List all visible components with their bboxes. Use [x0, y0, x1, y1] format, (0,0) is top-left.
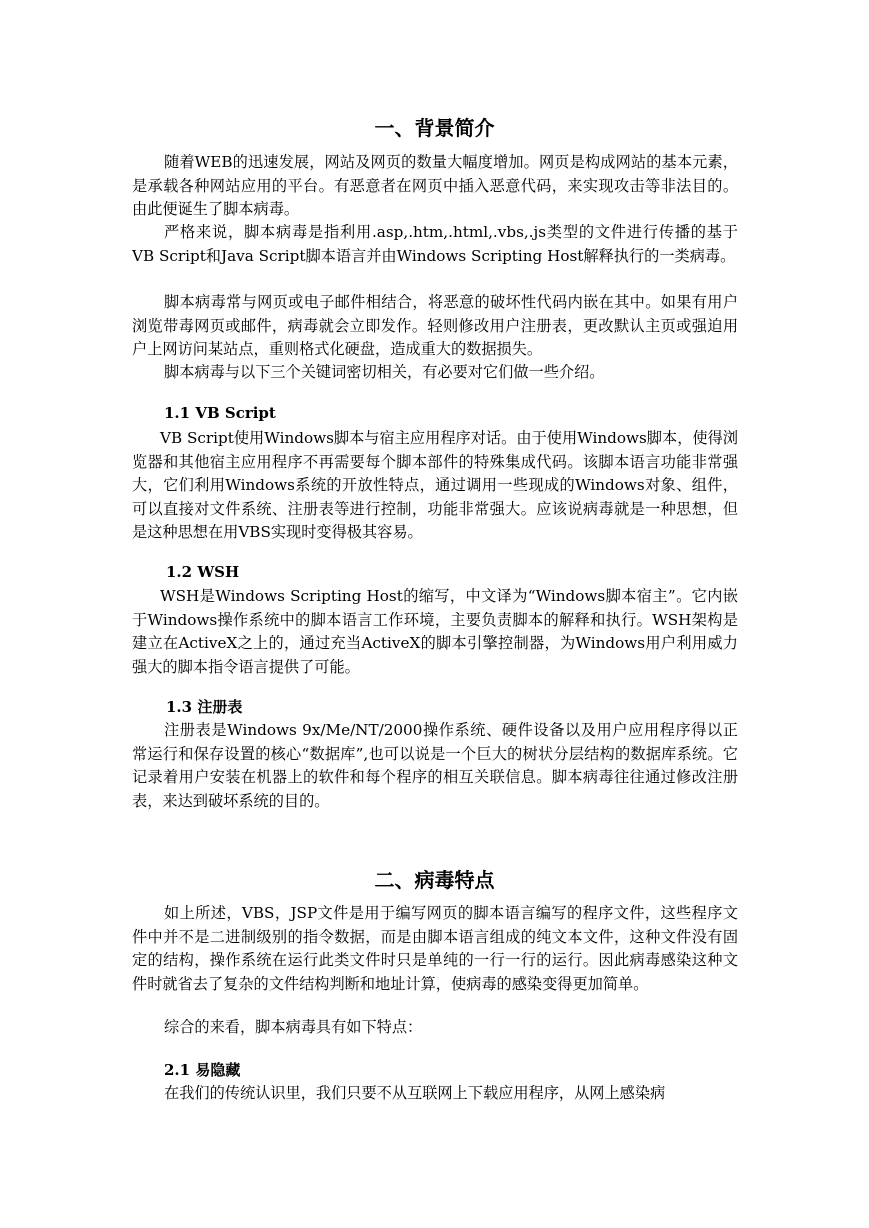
subsection-1-3-title: 1.3 注册表 — [166, 698, 243, 716]
section-1-paragraph-1: 随着WEB的迅速发展，网站及网页的数量大幅度增加。网页是构成网站的基本元素，是承载各种网站应用的平台。有恶意者在网页中插入恶意代码，来实现攻击等非法目的。由此便诞生了脚本病毒。 — [132, 153, 738, 219]
section-1-title: 一、背景简介 — [374, 116, 495, 140]
subsection-2-1-title: 2.1 易隐藏 — [164, 1061, 241, 1079]
section-1-paragraph-3: 脚本病毒常与网页或电子邮件相结合，将恶意的破坏性代码内嵌在其中。如果有用户浏览带毒网页或邮件，病毒就会立即发作。轻则修改用户注册表，更改默认主页或强迫用户上网访问某站点，重则格式化硬盘，造成重大的数据损失。 — [132, 293, 738, 359]
subsection-1-3-text: 注册表是Windows 9x/Me/NT/2000操作系统、硬件设备以及用户应用程序得以正常运行和保存设置的核心“数据库”,也可以说是一个巨大的树状分层结构的数据库系统。它记录着用户安装在机器上的软件和每个程序的相互关联信息。脚本病毒往往通过修改注册表，来达到破坏系统的目的。 — [132, 721, 738, 810]
section-1-paragraph-2: 严格来说，脚本病毒是指利用.asp,.htm,.html,.vbs,.js类型的文件进行传播的基于VB Script和Java Script脚本语言并由Windows Scripting Host解释执行的一类病毒。 — [132, 223, 738, 265]
subsection-2-1-text: 在我们的传统认识里，我们只要不从互联网上下载应用程序，从网上感染病 — [164, 1084, 666, 1102]
subsection-1-1-title: 1.1 VB Script — [164, 404, 276, 422]
subsection-1-2-title: 1.2 WSH — [166, 563, 240, 581]
section-2-paragraph-1: 如上所述，VBS，JSP文件是用于编写网页的脚本语言编写的程序文件，这些程序文件中并不是二进制级别的指令数据，而是由脚本语言组成的纯文本文件，这种文件没有固定的结构，操作系统在运行此类文件时只是单纯的一行一行的运行。因此病毒感染这种文件时就省去了复杂的文件结构判断和地址计算，使病毒的感染变得更加简单。 — [132, 904, 738, 993]
subsection-1-2-text: WSH是Windows Scripting Host的缩写，中文译为“Windows脚本宿主”。它内嵌于Windows操作系统中的脚本语言工作环境，主要负责脚本的解释和执行。WSH架构是建立在ActiveX之上的，通过充当ActiveX的脚本引擎控制器，为Windows用户利用威力强大的脚本指令语言提供了可能。 — [132, 587, 738, 676]
section-2-title: 二、病毒特点 — [374, 868, 495, 892]
section-1-paragraph-4: 脚本病毒与以下三个关键词密切相关，有必要对它们做一些介绍。 — [164, 363, 605, 381]
subsection-1-1-text: VB Script使用Windows脚本与宿主应用程序对话。由于使用Windows脚本，使得浏览器和其他宿主应用程序不再需要每个脚本部件的特殊集成代码。该脚本语言功能非常强大，它们利用Windows系统的开放性特点，通过调用一些现成的Windows对象、组件，可以直接对文件系统、注册表等进行控制，功能非常强大。应该说病毒就是一种思想，但是这种思想在用VBS实现时变得极其容易。 — [132, 429, 738, 542]
section-2-paragraph-2: 综合的来看，脚本病毒具有如下特点： — [164, 1018, 423, 1036]
